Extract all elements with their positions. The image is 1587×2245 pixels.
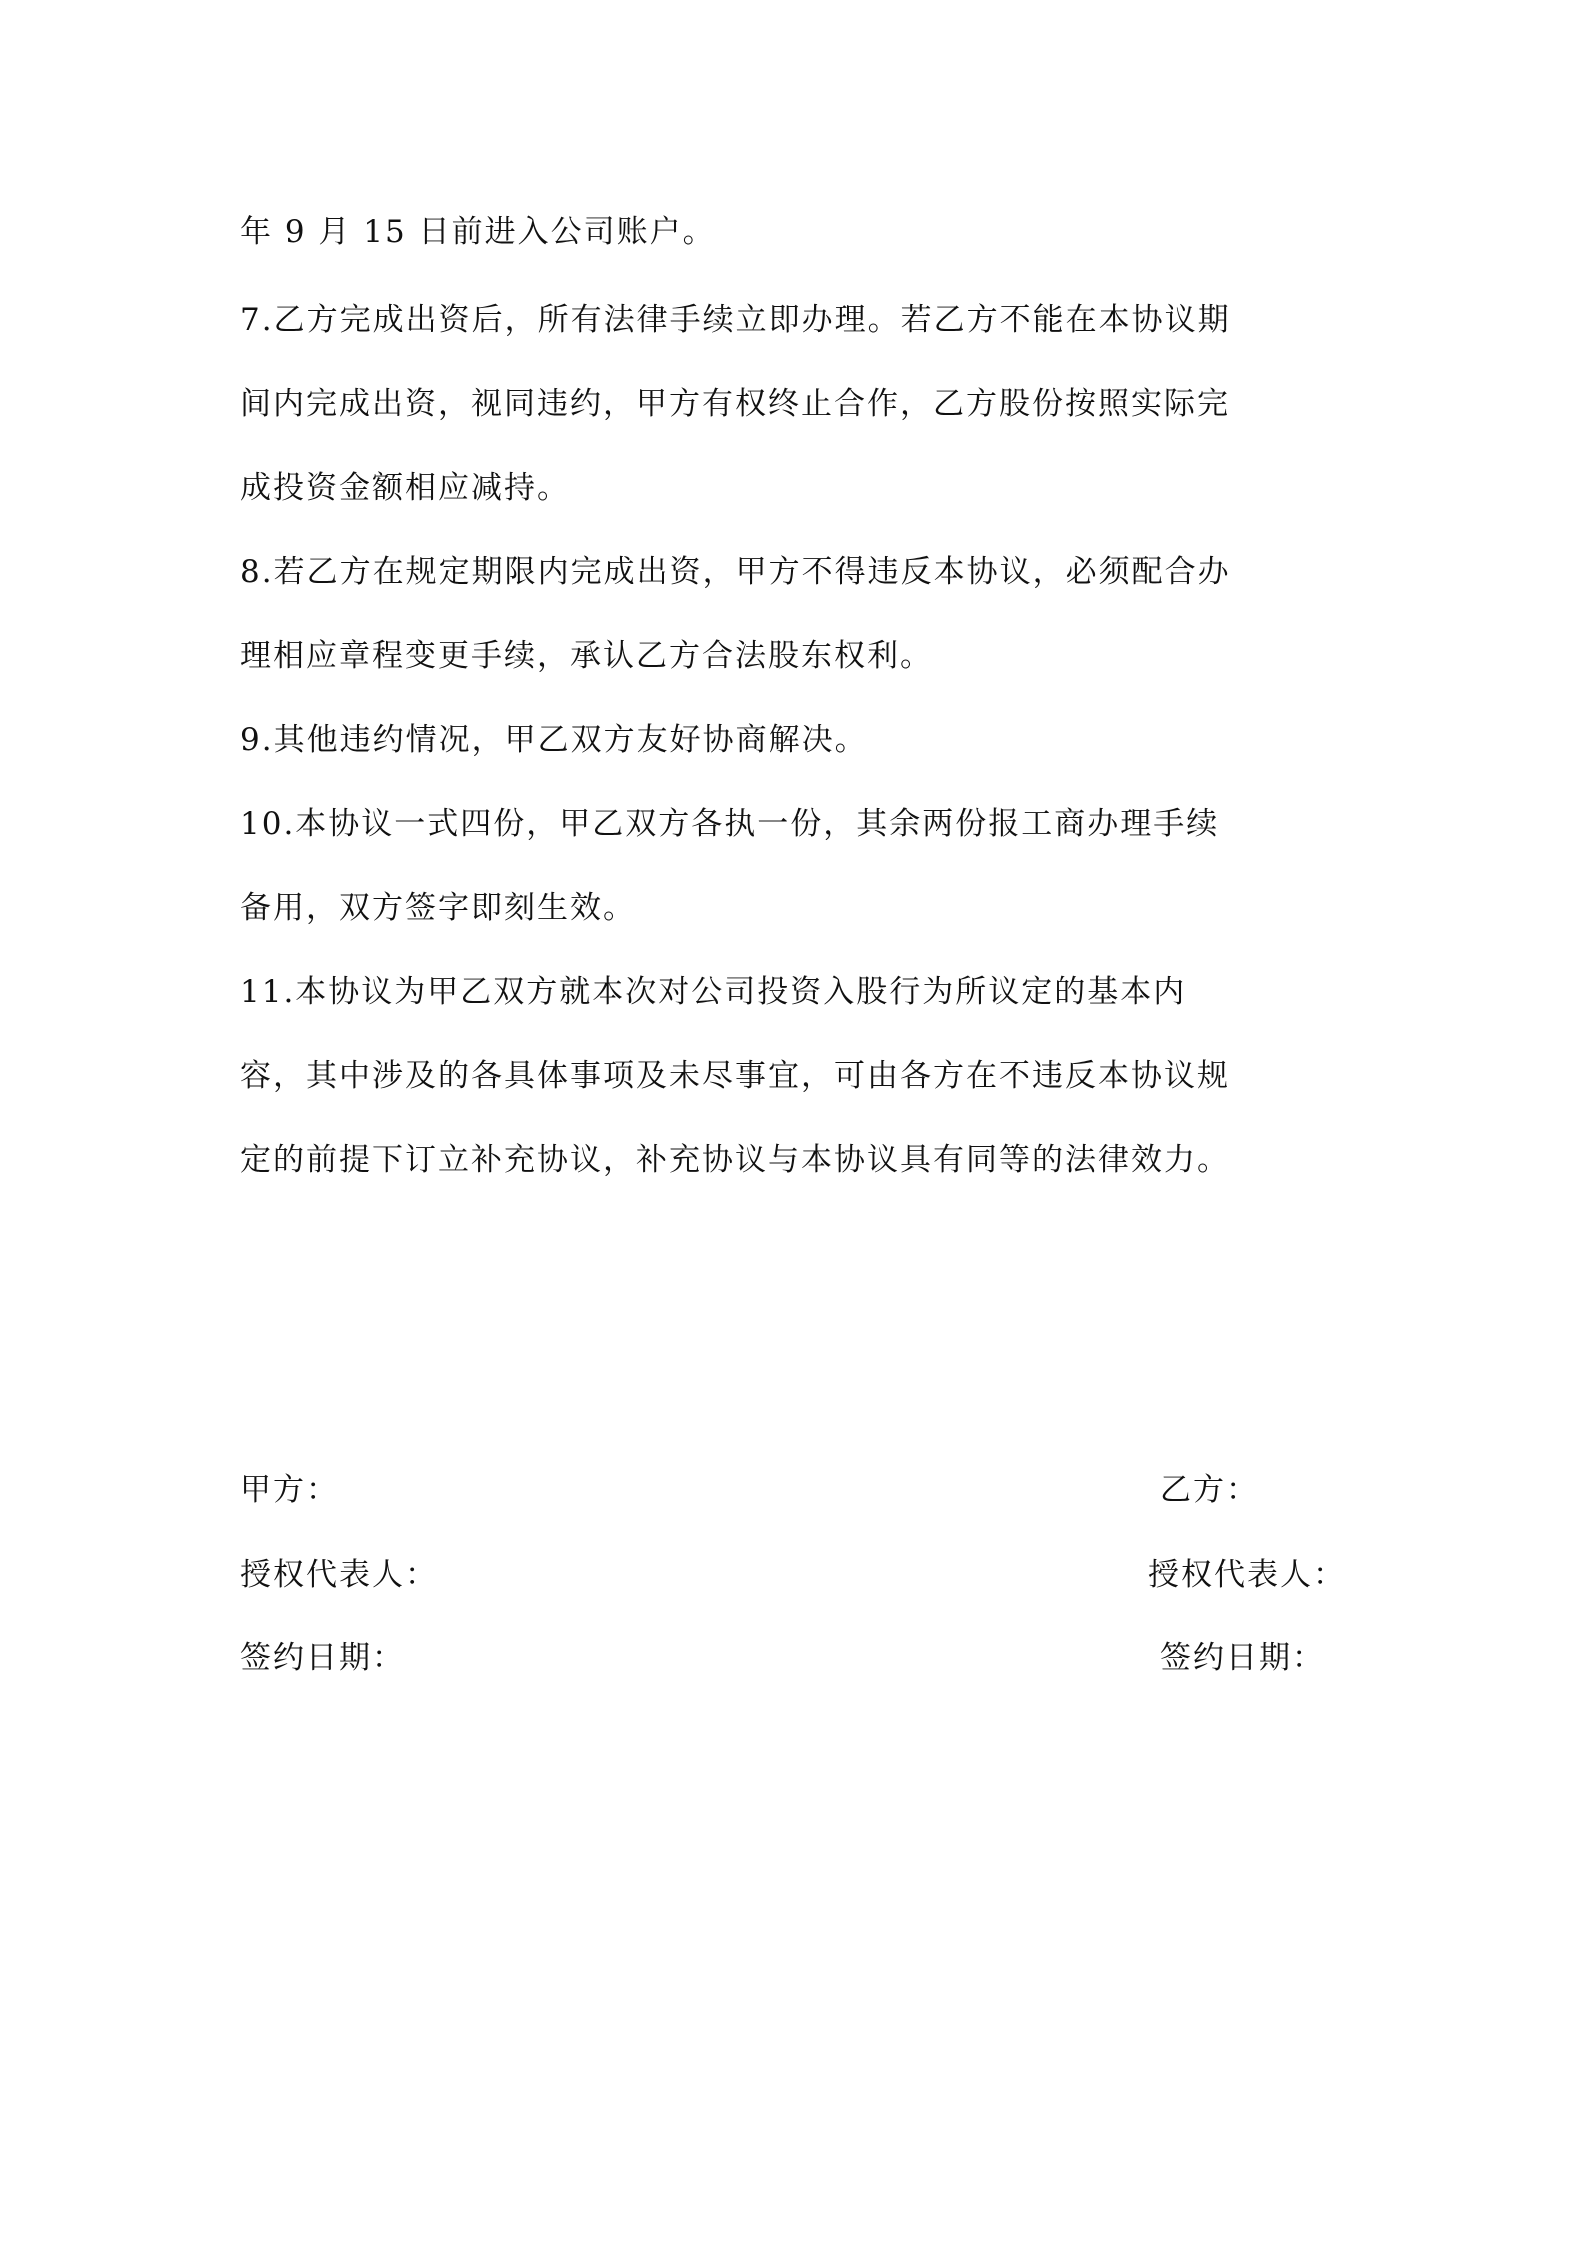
- clause-7-line-2: 间内完成出资，视同违约，甲方有权终止合作，乙方股份按照实际完: [240, 386, 1230, 422]
- clause-9-line-1: 9.其他违约情况，甲乙双方友好协商解决。: [240, 722, 868, 758]
- party-b-representative-label: 授权代表人：: [1148, 1557, 1346, 1593]
- clause-7-line-3: 成投资金额相应减持。: [240, 470, 570, 506]
- clause-11-line-3: 定的前提下订立补充协议，补充协议与本协议具有同等的法律效力。: [240, 1142, 1230, 1178]
- clause-10-line-2: 备用，双方签字即刻生效。: [240, 890, 636, 926]
- clause-8-line-2: 理相应章程变更手续，承认乙方合法股东权利。: [240, 638, 933, 674]
- text-line-1: 年 9 月 15 日前进入公司账户。: [240, 214, 716, 250]
- clause-7-line-1: 7.乙方完成出资后，所有法律手续立即办理。若乙方不能在本协议期: [240, 302, 1231, 338]
- clause-11-line-1: 11.本协议为甲乙双方就本次对公司投资入股行为所议定的基本内: [240, 974, 1187, 1010]
- party-a-representative-label: 授权代表人：: [240, 1557, 438, 1593]
- clause-8-line-1: 8.若乙方在规定期限内完成出资，甲方不得违反本协议，必须配合办: [240, 554, 1231, 590]
- clause-10-line-1: 10.本协议一式四份，甲乙双方各执一份，其余两份报工商办理手续: [240, 806, 1220, 842]
- party-a-label: 甲方：: [240, 1472, 339, 1508]
- party-a-date-label: 签约日期：: [240, 1640, 405, 1676]
- party-b-label: 乙方：: [1160, 1472, 1259, 1508]
- party-b-date-label: 签约日期：: [1160, 1640, 1325, 1676]
- clause-11-line-2: 容，其中涉及的各具体事项及未尽事宜，可由各方在不违反本协议规: [240, 1058, 1230, 1094]
